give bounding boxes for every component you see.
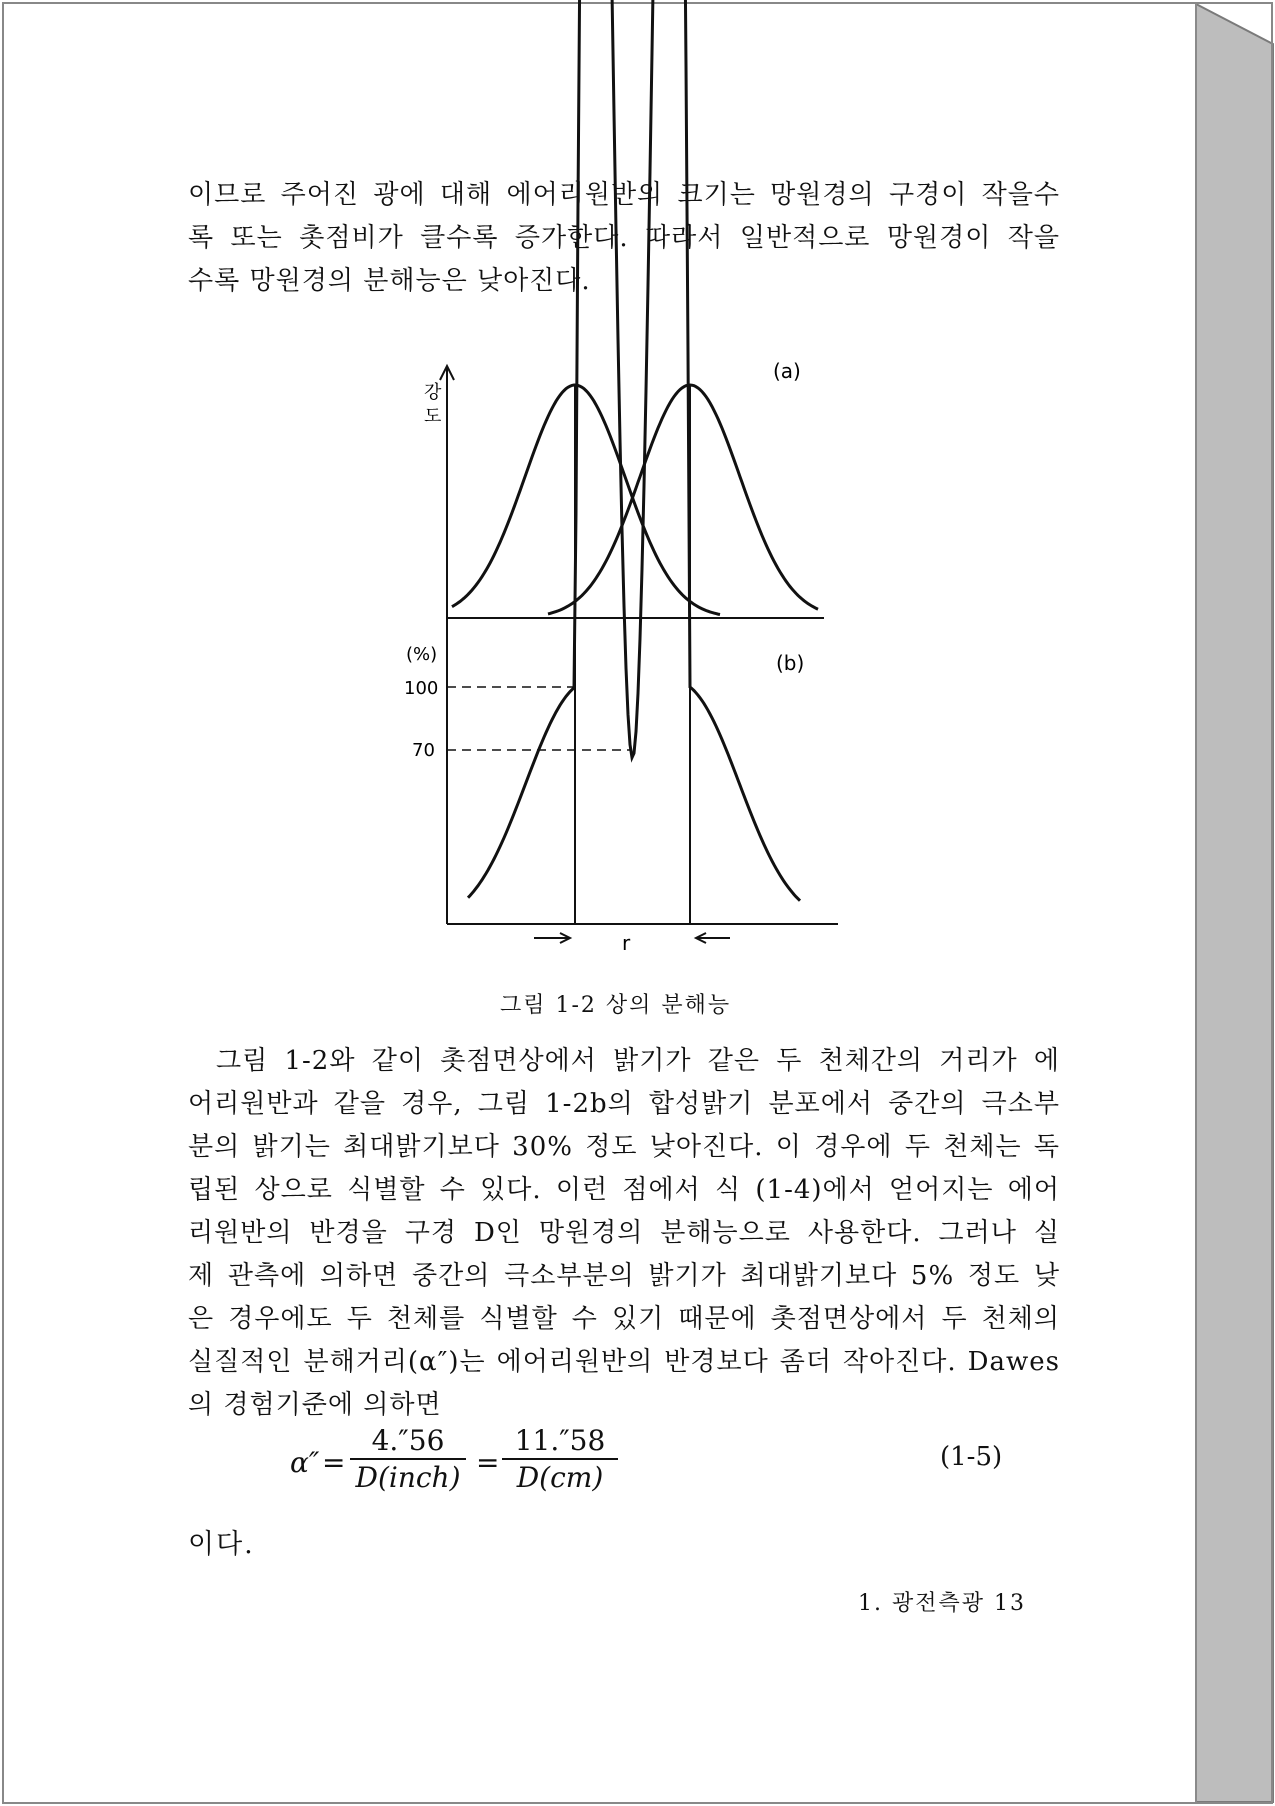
closing-text: 이다.	[188, 1529, 255, 1560]
panel-b-label: (b)	[776, 651, 805, 675]
panel-a-curve-right	[548, 385, 818, 614]
y-axis-label-char2: 도	[424, 406, 442, 427]
text-line: 록 또는 촛점비가 클수록 증가한다. 따라서 일반적으로 망원경이 작을	[188, 223, 1060, 253]
fraction-inch-denominator: D(inch)	[355, 1461, 461, 1494]
equation-1-5	[290, 1424, 1010, 1504]
equation-equals: =	[322, 1446, 346, 1479]
panel-b-combined-curve	[468, 0, 800, 901]
paragraph-main	[188, 1040, 1060, 1427]
fraction-cm-denominator: D(cm)	[516, 1461, 604, 1494]
text-line: 분의 밝기는 최대밝기보다 30% 정도 낮아진다. 이 경우에 두 천체는 독	[188, 1132, 1060, 1162]
figure-caption: 그림 1-2 상의 분해능	[500, 993, 732, 1018]
text-line: 그림 1-2와 같이 촛점면상에서 밝기가 같은 두 천체간의 거리가 에	[216, 1046, 1060, 1076]
text-line: 의 경험기준에 의하면	[188, 1390, 442, 1420]
tick-label-100: 100	[404, 678, 439, 699]
panel-a-curve-left	[452, 385, 720, 615]
x-axis-label-r: r	[622, 931, 631, 955]
equation-lhs: α″	[290, 1446, 320, 1479]
text-line: 제 관측에 의하면 중간의 극소부분의 밝기가 최대밝기보다 5% 정도 낮	[188, 1261, 1060, 1291]
panel-a-label: (a)	[773, 359, 801, 383]
fraction-inch-numerator: 4.″56	[350, 1424, 466, 1460]
text-line: 수록 망원경의 분해능은 낮아진다.	[188, 266, 591, 296]
tick-label-70: 70	[412, 740, 435, 761]
y-axis-label-char1: 강	[424, 382, 442, 403]
equation-equals: =	[476, 1446, 500, 1479]
page-footer: 1. 광전측광 13	[858, 1591, 1026, 1616]
text-line: 실질적인 분해거리(α″)는 에어리원반의 반경보다 좀더 작아진다. Dawes	[188, 1347, 1060, 1377]
percent-unit-label: (%)	[406, 644, 438, 665]
equation-number: (1-5)	[940, 1442, 1003, 1472]
text-line: 리원반의 반경을 구경 D인 망원경의 분해능으로 사용한다. 그러나 실	[188, 1218, 1060, 1248]
text-line: 립된 상으로 식별할 수 있다. 이런 점에서 식 (1-4)에서 얻어지는 에어	[188, 1175, 1060, 1205]
text-line: 이므로 주어진 광에 대해 에어리원반의 크기는 망원경의 구경이 작을수	[188, 180, 1060, 210]
fraction-inch	[350, 1424, 466, 1496]
fraction-cm	[502, 1424, 618, 1496]
fraction-cm-numerator: 11.″58	[502, 1424, 618, 1460]
text-line: 은 경우에도 두 천체를 식별할 수 있기 때문에 촛점면상에서 두 천체의	[188, 1304, 1060, 1334]
text-line: 어리원반과 같을 경우, 그림 1-2b의 합성밝기 분포에서 중간의 극소부	[188, 1089, 1060, 1119]
